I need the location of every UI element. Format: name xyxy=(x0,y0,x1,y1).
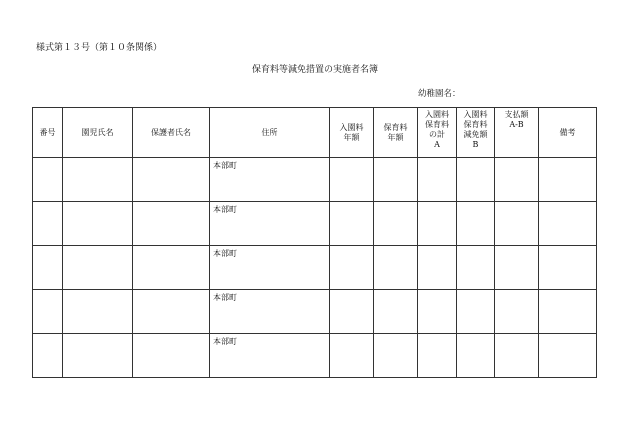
cell-childcare-fee[interactable] xyxy=(374,290,418,334)
cell-number[interactable] xyxy=(33,246,63,290)
header-total-a-line-2: 保育料 xyxy=(425,120,449,129)
header-exemption-b-line-1: 入園料 xyxy=(463,110,488,119)
cell-remarks[interactable] xyxy=(539,246,597,290)
cell-exemption-b[interactable] xyxy=(457,334,495,378)
cell-guardian-name[interactable] xyxy=(133,290,210,334)
header-entrance-fee-line-2: 年額 xyxy=(343,132,360,142)
table-row xyxy=(33,158,597,202)
header-childcare-fee-line-2: 年額 xyxy=(387,132,404,142)
cell-remarks[interactable] xyxy=(539,334,597,378)
table-row xyxy=(33,334,597,378)
cell-number[interactable] xyxy=(33,334,63,378)
table-header-row xyxy=(33,108,597,158)
header-childcare-fee xyxy=(374,108,418,158)
register-table xyxy=(32,107,597,378)
cell-child-name[interactable] xyxy=(63,290,133,334)
cell-exemption-b[interactable] xyxy=(457,290,495,334)
cell-entrance-fee[interactable] xyxy=(330,334,374,378)
table-row xyxy=(33,290,597,334)
cell-address[interactable]: 本部町 xyxy=(210,158,330,202)
header-childcare-fee-line-1: 保育料 xyxy=(383,122,408,132)
cell-total-a[interactable] xyxy=(418,246,457,290)
header-remarks: 備考 xyxy=(539,108,597,158)
cell-payment[interactable] xyxy=(495,246,539,290)
header-entrance-fee-line-1: 入園料 xyxy=(339,122,364,132)
header-payment xyxy=(495,108,539,158)
table-row xyxy=(33,202,597,246)
cell-remarks[interactable] xyxy=(539,158,597,202)
cell-address[interactable]: 本部町 xyxy=(210,246,330,290)
cell-childcare-fee[interactable] xyxy=(374,158,418,202)
cell-remarks[interactable] xyxy=(539,202,597,246)
cell-payment[interactable] xyxy=(495,202,539,246)
cell-child-name[interactable] xyxy=(63,334,133,378)
cell-total-a[interactable] xyxy=(418,158,457,202)
kindergarten-name-label: 幼稚園名： xyxy=(418,89,461,99)
cell-guardian-name[interactable] xyxy=(133,334,210,378)
cell-guardian-name[interactable] xyxy=(133,202,210,246)
header-total-a-line-1: 入園料 xyxy=(425,110,449,119)
header-exemption-b-line-4: B xyxy=(472,140,479,149)
cell-total-a[interactable] xyxy=(418,334,457,378)
document-title: 保育料等減免措置の実施者名簿 xyxy=(251,65,378,75)
header-number: 番号 xyxy=(33,108,63,158)
cell-child-name[interactable] xyxy=(63,246,133,290)
cell-remarks[interactable] xyxy=(539,290,597,334)
cell-exemption-b[interactable] xyxy=(457,158,495,202)
cell-address[interactable]: 本部町 xyxy=(210,334,330,378)
cell-number[interactable] xyxy=(33,290,63,334)
header-exemption-b xyxy=(457,108,495,158)
cell-payment[interactable] xyxy=(495,158,539,202)
table-row xyxy=(33,246,597,290)
cell-entrance-fee[interactable] xyxy=(330,202,374,246)
cell-number[interactable] xyxy=(33,202,63,246)
cell-total-a[interactable] xyxy=(418,290,457,334)
kindergarten-name-field xyxy=(418,87,465,99)
header-total-a-line-4: A xyxy=(434,140,440,149)
header-guardian-name: 保護者氏名 xyxy=(133,108,210,158)
header-payment-line-1: 支払額 xyxy=(504,110,529,119)
cell-guardian-name[interactable] xyxy=(133,158,210,202)
cell-entrance-fee[interactable] xyxy=(330,158,374,202)
cell-childcare-fee[interactable] xyxy=(374,246,418,290)
header-address: 住所 xyxy=(210,108,330,158)
cell-address[interactable]: 本部町 xyxy=(210,290,330,334)
header-entrance-fee xyxy=(330,108,374,158)
cell-childcare-fee[interactable] xyxy=(374,334,418,378)
cell-guardian-name[interactable] xyxy=(133,246,210,290)
cell-exemption-b[interactable] xyxy=(457,202,495,246)
header-total-a-line-3: の計 xyxy=(429,130,445,139)
header-exemption-b-line-3: 減免額 xyxy=(463,130,488,139)
header-child-name: 園児氏名 xyxy=(63,108,133,158)
cell-payment[interactable] xyxy=(495,334,539,378)
cell-total-a[interactable] xyxy=(418,202,457,246)
cell-address[interactable]: 本部町 xyxy=(210,202,330,246)
cell-child-name[interactable] xyxy=(63,202,133,246)
cell-entrance-fee[interactable] xyxy=(330,246,374,290)
header-exemption-b-line-2: 保育料 xyxy=(463,120,488,129)
cell-childcare-fee[interactable] xyxy=(374,202,418,246)
cell-entrance-fee[interactable] xyxy=(330,290,374,334)
form-number: 様式第１３号（第１０条関係） xyxy=(36,43,163,53)
cell-child-name[interactable] xyxy=(63,158,133,202)
cell-payment[interactable] xyxy=(495,290,539,334)
cell-number[interactable] xyxy=(33,158,63,202)
header-payment-line-2: A-B xyxy=(509,120,524,129)
header-total-a xyxy=(418,108,457,158)
cell-exemption-b[interactable] xyxy=(457,246,495,290)
